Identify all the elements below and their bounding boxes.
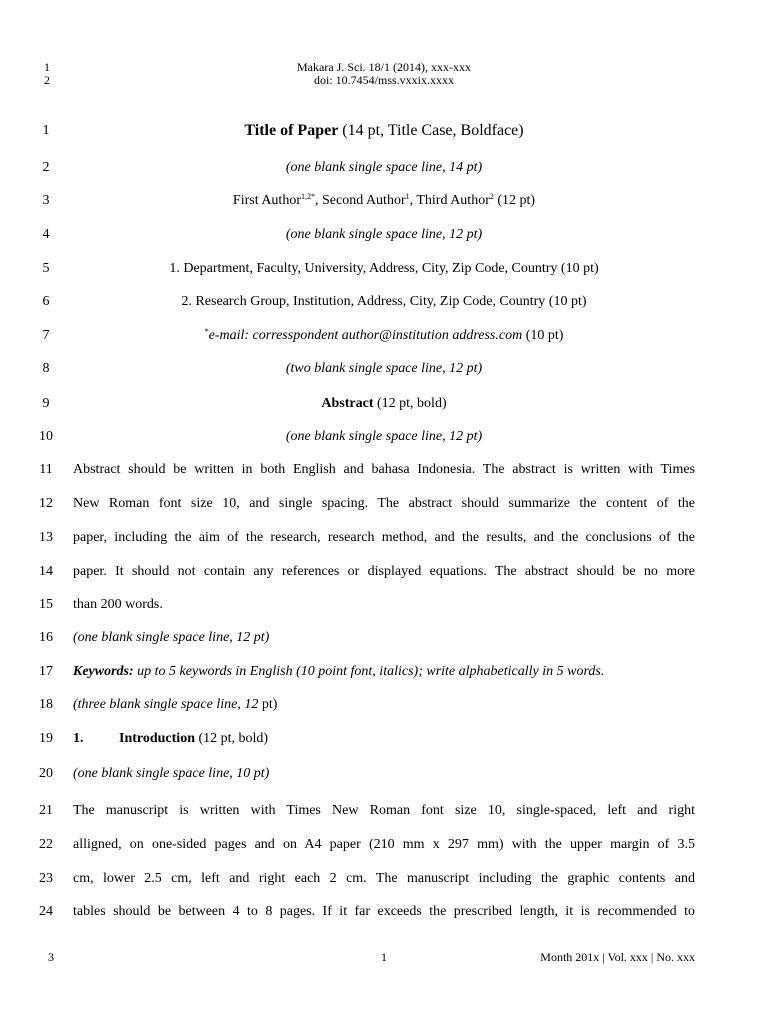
body-text: cm, lower 2.5 cm, left and right each 2 cm. The manuscript including the graphic contents and [73, 871, 695, 886]
header-line-number-2: 2 [44, 73, 50, 87]
line-row [0, 157, 768, 179]
line-number: 2 [42, 160, 50, 175]
line-row [0, 527, 768, 549]
abstract-text: paper, including the aim of the research, research method, and the results, and the conclusions of the [73, 530, 695, 545]
corresponding-mark: * [204, 327, 209, 336]
line-row [0, 459, 768, 481]
spacing-note-italic: (three blank single space line, 12 [73, 697, 259, 712]
abstract-heading [73, 393, 695, 415]
spacing-note: (one blank single space line, 10 pt) [73, 766, 270, 781]
line-number: 18 [39, 697, 53, 712]
spacing-note [73, 694, 695, 716]
issue-info: Month 201x | Vol. xxx | No. xxx [540, 950, 695, 964]
line-number: 1 [42, 123, 50, 138]
affiliation-2: 2. Research Group, Institution, Address, City, Zip Code, Country (10 pt) [181, 294, 587, 309]
line-row [0, 393, 768, 415]
line-number: 7 [42, 328, 50, 343]
line-row [0, 561, 768, 583]
line-row [0, 661, 768, 683]
affiliation-1: 1. Department, Faculty, University, Address, City, Zip Code, Country (10 pt) [169, 261, 599, 276]
line-row [0, 224, 768, 246]
line-number: 12 [39, 496, 53, 511]
line-row [0, 834, 768, 856]
abstract-label: Abstract [321, 396, 374, 411]
line-number: 3 [42, 193, 50, 208]
line-number: 21 [39, 803, 53, 818]
spacing-note: (one blank single space line, 12 pt) [73, 630, 270, 645]
paper-title [73, 120, 695, 142]
title-note: (14 pt, Title Case, Boldface) [338, 122, 524, 139]
line-row [0, 325, 768, 347]
abstract-text: Abstract should be written in both English and bahasa Indonesia. The abstract is written with Times [73, 462, 695, 477]
line-row [0, 800, 768, 822]
line-number: 16 [39, 630, 53, 645]
abstract-text: than 200 words. [73, 597, 163, 612]
section-heading-introduction [73, 728, 695, 750]
body-text: tables should be between 4 to 8 pages. If it far exceeds the prescribed length, it is recommended to [73, 904, 695, 919]
line-number: 14 [39, 564, 53, 579]
line-row [0, 594, 768, 616]
body-text: alligned, on one-sided pages and on A4 paper (210 mm x 297 mm) with the upper margin of 3.5 [73, 837, 695, 852]
author-3-affil: 2 [489, 192, 494, 201]
line-number: 19 [39, 731, 53, 746]
abstract-heading-note: (12 pt, bold) [373, 396, 447, 411]
line-row [0, 190, 768, 212]
line-row [0, 493, 768, 515]
keywords-text: up to 5 keywords in English (10 point font, italics); write alphabetically in 5 words. [133, 664, 605, 679]
author-3: , Third Author [409, 193, 490, 208]
footer-line-number: 3 [48, 950, 54, 964]
line-row [0, 258, 768, 280]
title-bold: Title of Paper [244, 122, 339, 139]
spacing-note: (two blank single space line, 12 pt) [285, 361, 483, 376]
author-size-note: (12 pt) [493, 193, 536, 208]
doi: doi: 10.7454/mss.vxxix.xxxx [313, 73, 454, 87]
abstract-text: paper. It should not contain any references or displayed equations. The abstract should be no more [73, 564, 695, 579]
spacing-note: (one blank single space line, 12 pt) [285, 429, 483, 444]
keywords [73, 661, 695, 683]
spacing-note-unit: pt) [258, 697, 278, 712]
corresponding-email [73, 325, 695, 347]
line-row [0, 868, 768, 890]
line-row [0, 358, 768, 380]
author-2-affil: 1 [405, 192, 410, 201]
spacing-note: (one blank single space line, 14 pt) [285, 160, 483, 175]
line-row [0, 627, 768, 649]
section-title: Introduction [119, 731, 195, 746]
line-row [0, 291, 768, 313]
line-number: 10 [39, 429, 53, 444]
abstract-text: New Roman font size 10, and single spacing. The abstract should summarize the content of the [73, 496, 695, 511]
line-number: 11 [39, 462, 53, 477]
header-line-number-1: 1 [44, 60, 50, 74]
line-row [0, 426, 768, 448]
keywords-label: Keywords: [73, 664, 134, 679]
author-2: , Second Author [315, 193, 406, 208]
line-number: 22 [39, 837, 53, 852]
line-number: 13 [39, 530, 53, 545]
section-number: 1. [73, 731, 84, 746]
body-text: The manuscript is written with Times New Roman font size 10, single-spaced, left and right [73, 803, 695, 818]
line-number: 24 [39, 904, 53, 919]
author-1: First Author [232, 193, 301, 208]
line-number: 15 [39, 597, 53, 612]
spacing-note: (one blank single space line, 12 pt) [285, 227, 483, 242]
line-row [0, 901, 768, 923]
line-row [0, 694, 768, 716]
author-1-affil: 1,2* [301, 192, 315, 201]
line-row [0, 120, 768, 142]
section-heading-note: (12 pt, bold) [194, 731, 269, 746]
email-size-note: (10 pt) [522, 328, 564, 343]
line-number: 4 [42, 227, 50, 242]
line-number: 23 [39, 871, 53, 886]
line-row [0, 728, 768, 750]
line-number: 20 [39, 766, 53, 781]
line-number: 6 [42, 294, 50, 309]
line-row [0, 763, 768, 785]
email-text: e-mail: corresspondent author@institution address.com [208, 328, 523, 343]
page-number: 1 [381, 950, 387, 964]
line-number: 17 [39, 664, 53, 679]
line-number: 9 [42, 396, 50, 411]
author-list [73, 190, 695, 212]
line-number: 5 [42, 261, 50, 276]
line-number: 8 [42, 361, 50, 376]
journal-citation: Makara J. Sci. 18/1 (2014), xxx-xxx [297, 60, 471, 74]
